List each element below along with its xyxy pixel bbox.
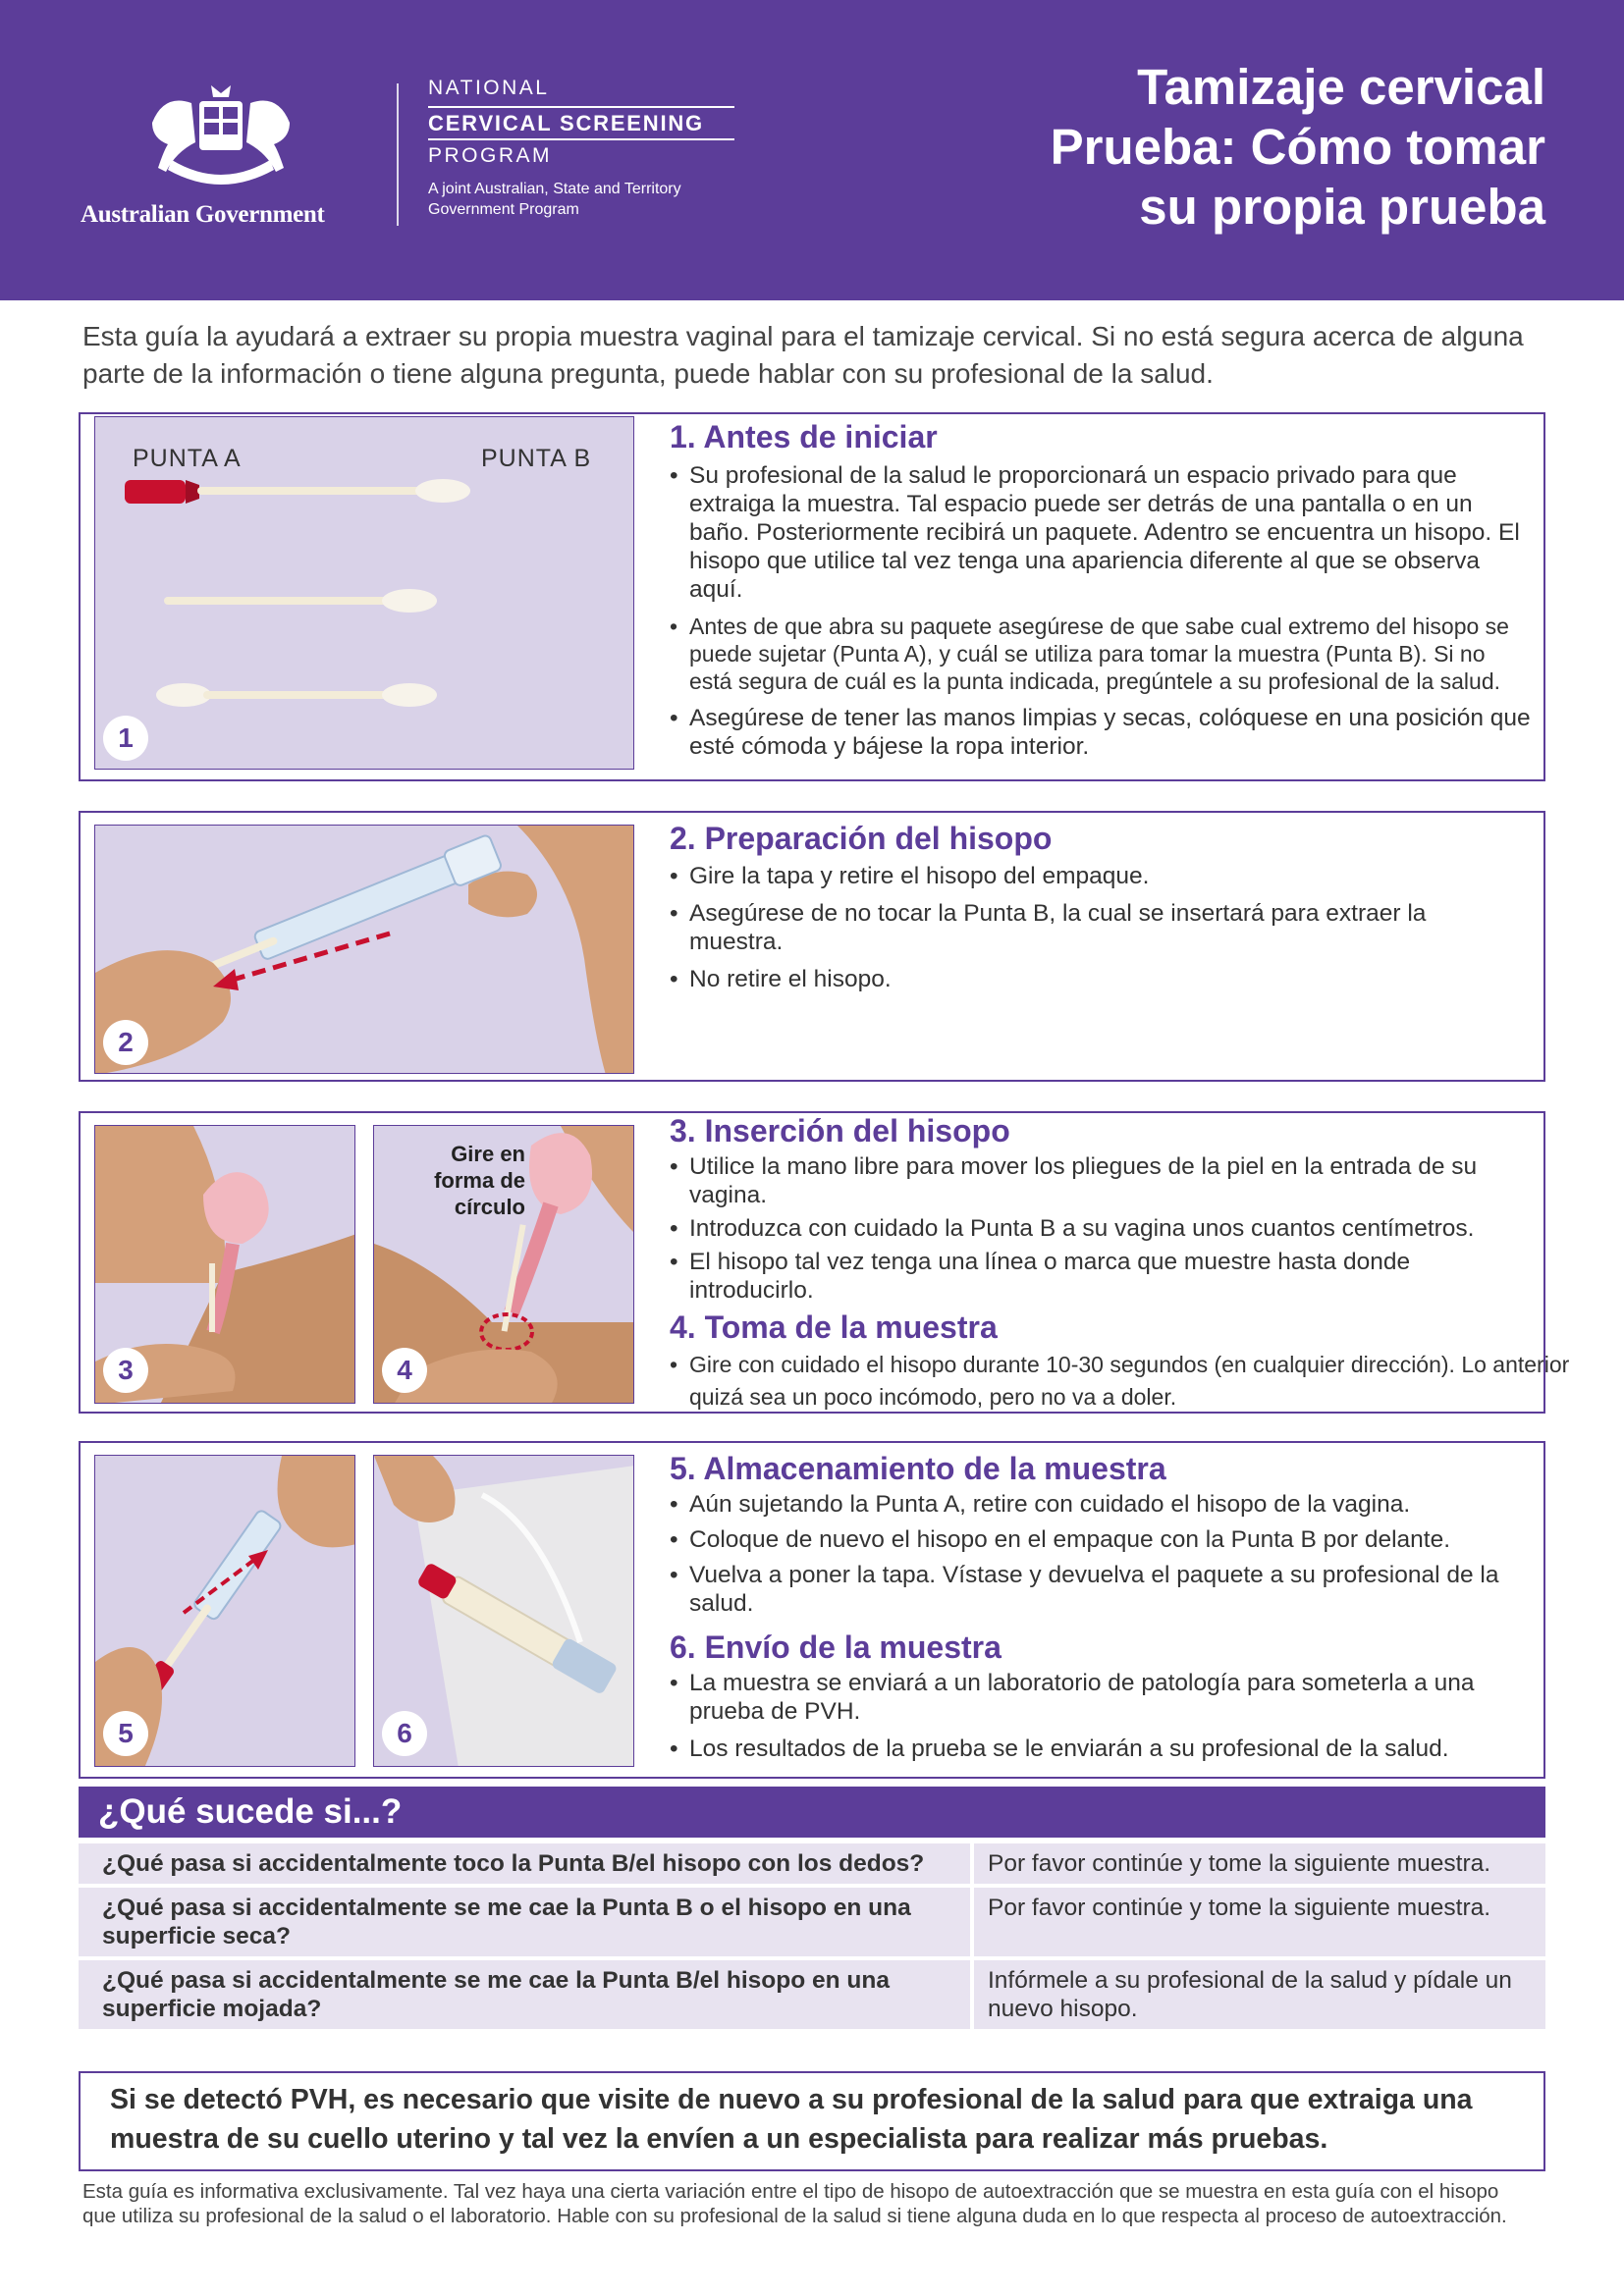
page-title-line-3: su propia prueba xyxy=(1139,179,1545,235)
step-number-6: 6 xyxy=(382,1711,427,1756)
list-item: • Introduzca con cuidado la Punta B a su vagina unos cuantos centímetros. xyxy=(668,1214,1532,1243)
hpv-note: Si se detectó PVH, es necesario que visite de nuevo a su profesional de la salud para que extraiga una muestra de su cuello uterino y tal vez la envíen a un especialista para realizar más pruebas. xyxy=(79,2071,1545,2171)
rotate-label: Gire en forma de círculo xyxy=(434,1142,525,1219)
step-5-6-box xyxy=(79,1441,1545,1779)
step-number-1: 1 xyxy=(103,716,148,761)
government-name: Australian Government xyxy=(81,201,325,228)
list-item: • Asegúrese de tener las manos limpias y secas, colóquese en una posición que esté cómoda y bájese la ropa interior. xyxy=(668,704,1532,761)
step-2-bullets xyxy=(668,862,1473,1002)
tip-a-label: PUNTA A xyxy=(133,445,242,472)
list-item: • Los resultados de la prueba se le enviarán a su profesional de la salud. xyxy=(668,1735,1532,1763)
list-item: • No retire el hisopo. xyxy=(668,965,1473,993)
step-5-illustration xyxy=(94,1455,355,1767)
table-row xyxy=(79,1843,1545,1884)
list-item: • Utilice la mano libre para mover los pliegues de la piel en la entrada de su vagina. xyxy=(668,1152,1532,1209)
page-title-line-1: Tamizaje cervical xyxy=(1137,59,1545,115)
step-number-5: 5 xyxy=(103,1711,148,1756)
program-line-cervical-screening: CERVICAL SCREENING xyxy=(428,106,734,140)
faq-question: ¿Qué pasa si accidentalmente se me cae la Punta B o el hisopo en una superficie seca? xyxy=(79,1888,970,1956)
step-3-bullets xyxy=(668,1152,1532,1309)
faq-answer: Por favor continúe y tome la siguiente muestra. xyxy=(974,1888,1545,1956)
step-3-4-box xyxy=(79,1111,1570,1414)
swab-preparation-icon xyxy=(95,826,634,1074)
list-item: • La muestra se enviará a un laboratorio de patología para someterla a una prueba de PVH. xyxy=(668,1669,1532,1726)
step-2-title: 2. Preparación del hisopo xyxy=(670,821,1053,856)
step-1-box xyxy=(79,412,1545,781)
step-1-illustration xyxy=(94,416,634,770)
list-item: • Asegúrese de no tocar la Punta B, la cual se insertará para extraer la muestra. xyxy=(668,899,1473,956)
table-row xyxy=(79,1888,1545,1956)
tip-b-label: PUNTA B xyxy=(481,445,592,472)
list-item: • Coloque de nuevo el hisopo en el empaque con la Punta B por delante. xyxy=(668,1525,1532,1554)
list-item: • Aún sujetando la Punta A, retire con cuidado el hisopo de la vagina. xyxy=(668,1490,1532,1519)
faq-question: ¿Qué pasa si accidentalmente toco la Punta B/el hisopo con los dedos? xyxy=(79,1843,970,1884)
list-item: • Gire con cuidado el hisopo durante 10-30 segundos (en cualquier dirección). Lo anterior quizá sea un poco incómodo, pero no va a doler. xyxy=(668,1349,1610,1414)
list-item: • Gire la tapa y retire el hisopo del empaque. xyxy=(668,862,1473,890)
header-divider xyxy=(397,83,399,226)
step-4-bullets xyxy=(668,1349,1610,1422)
table-row xyxy=(79,1960,1545,2029)
what-if-heading: ¿Qué sucede si...? xyxy=(79,1787,1545,1838)
faq-question: ¿Qué pasa si accidentalmente se me cae la Punta B/el hisopo en una superficie mojada? xyxy=(79,1960,970,2029)
coat-of-arms-icon xyxy=(142,83,299,191)
step-5-bullets xyxy=(668,1490,1532,1625)
step-3-illustration xyxy=(94,1125,355,1404)
list-item: • El hisopo tal vez tenga una línea o marca que muestre hasta donde introducirlo. xyxy=(668,1248,1532,1305)
list-item: • Vuelva a poner la tapa. Vístase y devuelva el paquete a su profesional de la salud. xyxy=(668,1561,1532,1618)
intro-text: Esta guía la ayudará a extraer su propia muestra vaginal para el tamizaje cervical. Si no está segura acerca de alguna parte de la información o tiene alguna pregunta, puede hablar con su profesional de la salud. xyxy=(82,321,1524,389)
list-item: • Antes de que abra su paquete asegúrese de que sabe cual extremo del hisopo se puede sujetar (Punta A), y cuál se utiliza para tomar la muestra (Punta B). Si no está segura de cuál es la punta indicada, pregúntele a su profesional de la salud. xyxy=(668,613,1532,695)
program-logo xyxy=(428,77,734,219)
step-3-title: 3. Inserción del hisopo xyxy=(670,1113,1010,1148)
program-line-national: NATIONAL xyxy=(428,77,550,99)
step-5-title: 5. Almacenamiento de la muestra xyxy=(670,1451,1166,1486)
page-title xyxy=(1051,57,1545,237)
step-number-3: 3 xyxy=(103,1348,148,1393)
program-line-joint: A joint Australian, State and Territory xyxy=(428,181,681,197)
step-2-illustration xyxy=(94,825,634,1074)
header-banner xyxy=(0,0,1624,300)
step-number-2: 2 xyxy=(103,1020,148,1065)
step-4-illustration xyxy=(373,1125,634,1404)
faq-answer: Por favor continúe y tome la siguiente muestra. xyxy=(974,1843,1545,1884)
step-4-title: 4. Toma de la muestra xyxy=(670,1309,998,1345)
step-6-title: 6. Envío de la muestra xyxy=(670,1629,1001,1665)
step-2-box xyxy=(79,811,1545,1082)
faq-answer: Infórmele a su profesional de la salud y pídale un nuevo hisopo. xyxy=(974,1960,1545,2029)
step-6-bullets xyxy=(668,1669,1532,1772)
page-title-line-2: Prueba: Cómo tomar xyxy=(1050,119,1545,175)
list-item: • Su profesional de la salud le proporcionará un espacio privado para que extraiga la muestra. Tal espacio puede ser detrás de una pantalla o en un baño. Posteriormente recibirá un paquete. Adentro se encuentra un hisopo. El hisopo que utilice tal vez tenga una apariencia diferente al que se observa aquí. xyxy=(668,461,1532,604)
step-number-4: 4 xyxy=(382,1348,427,1393)
step-1-title: 1. Antes de iniciar xyxy=(670,419,938,454)
footer-disclaimer: Esta guía es informativa exclusivamente. Tal vez haya una cierta variación entre el tipo de hisopo de autoextracción que se muestra en esta guía con el hisopo que utiliza su profesional de la salud o el laboratorio. Hable con su profesional de la salud si tiene alguna duda en lo que respecta al proceso de autoextracción. xyxy=(82,2180,1507,2227)
step-1-bullets xyxy=(668,461,1532,770)
step-6-illustration xyxy=(373,1455,634,1767)
faq-table xyxy=(79,1843,1545,2033)
program-line-program: PROGRAM xyxy=(428,144,553,167)
program-line-government: Government Program xyxy=(428,201,579,218)
